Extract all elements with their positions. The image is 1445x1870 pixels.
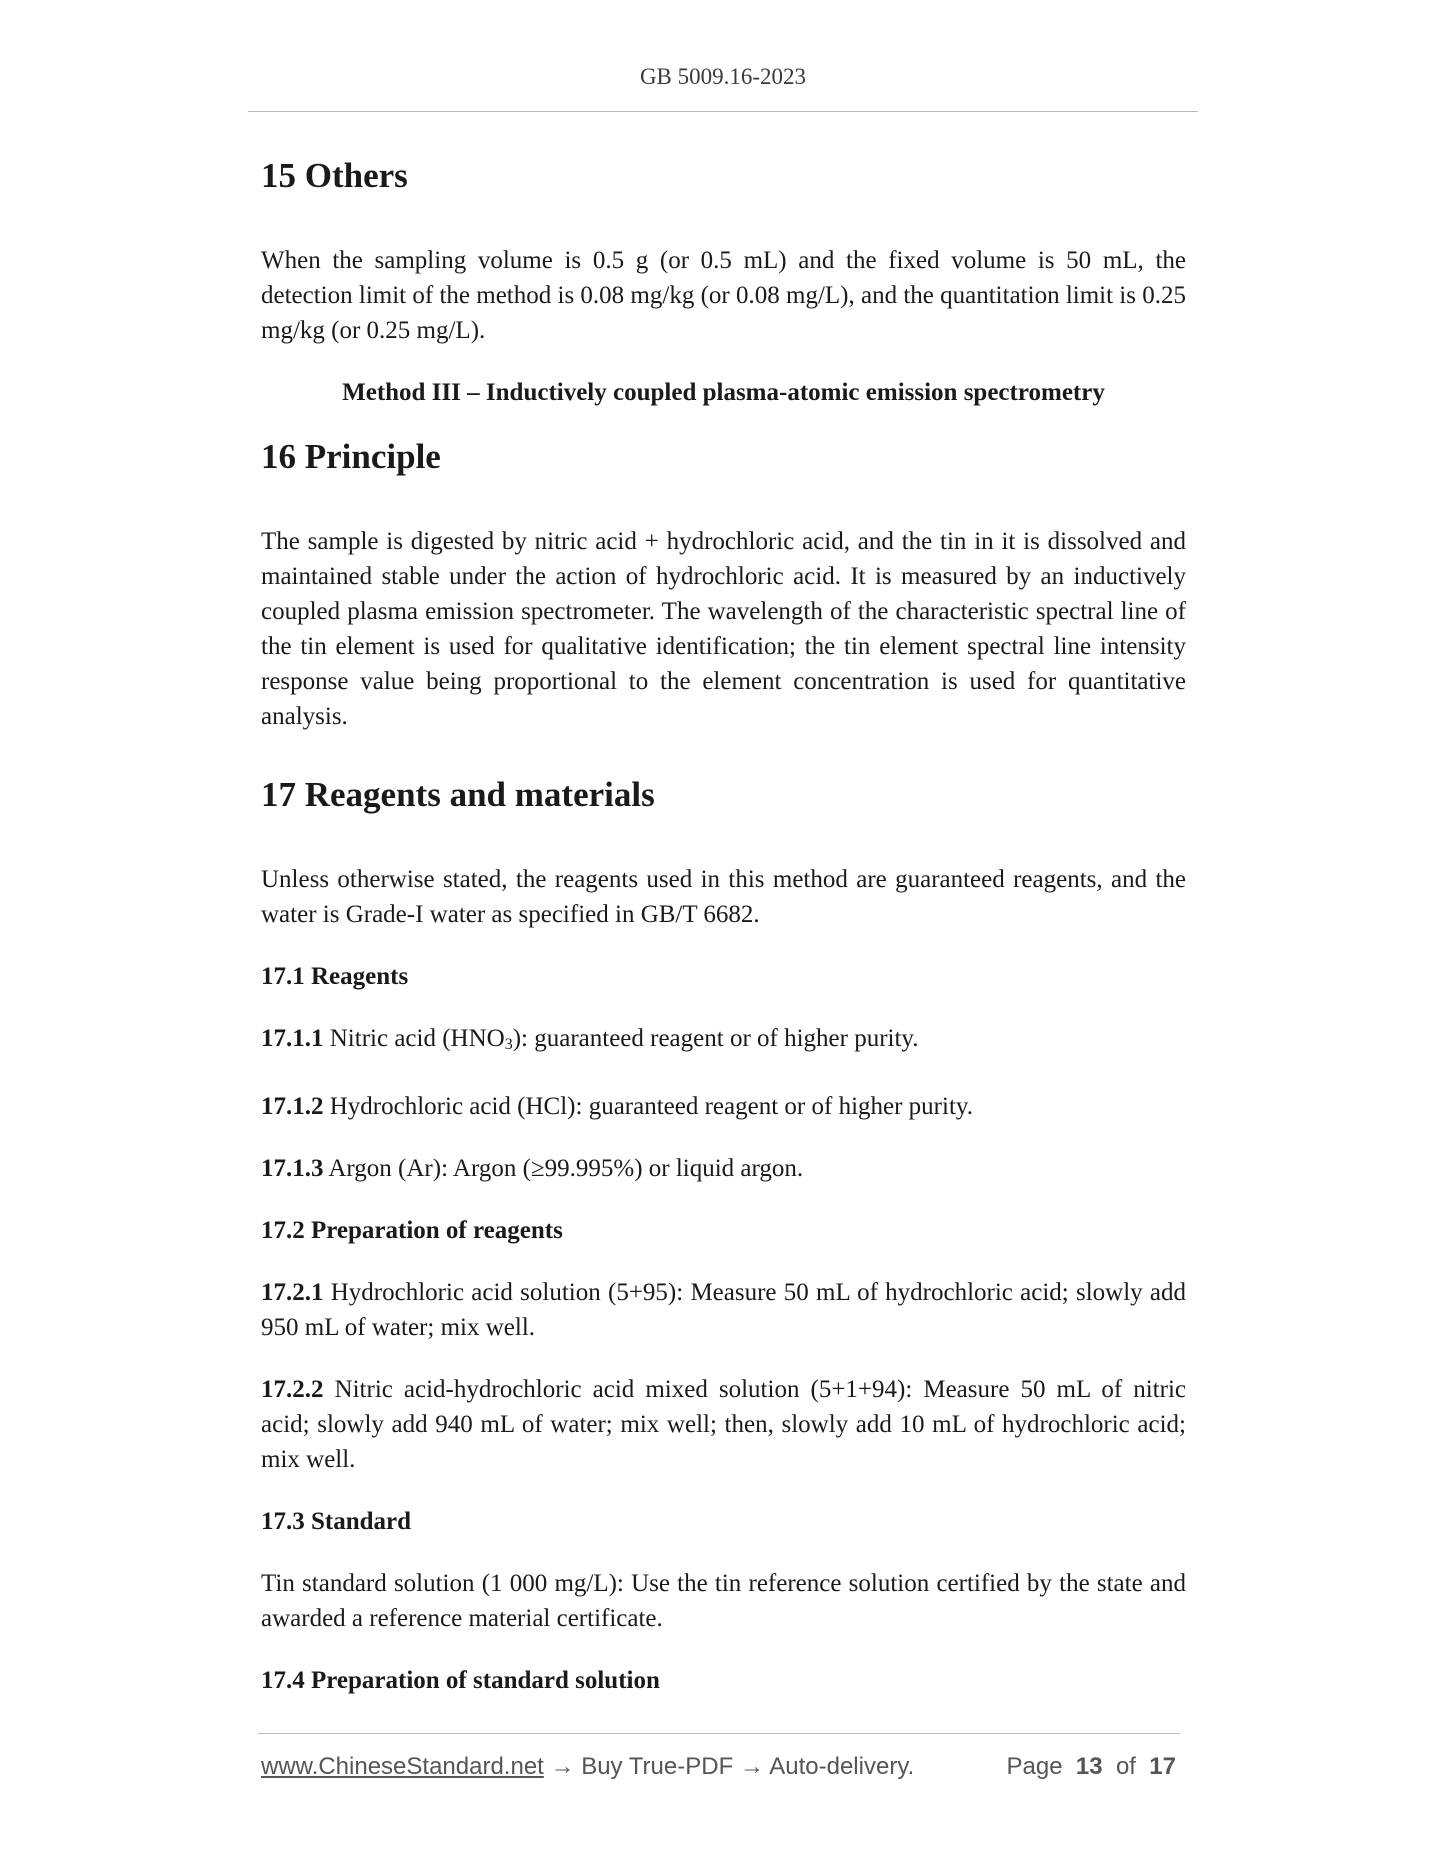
section-15-title: 15 Others <box>261 156 408 195</box>
section-16-title: 16 Principle <box>261 437 441 476</box>
section-17-title: 17 Reagents and materials <box>261 775 655 814</box>
arrow-icon: → <box>543 1753 582 1780</box>
item-number: 17.1.3 <box>261 1155 324 1182</box>
of-label: of <box>1115 1753 1136 1780</box>
section-15-paragraph: When the sampling volume is 0.5 g (or 0.5 mL) and the fixed volume is 50 mL, the detection limit of the method is 0.08 mg/kg (or 0.08 mg/L), and the quantitation limit is 0.25 mg/kg (or 0.25 mg/L). <box>261 247 1186 344</box>
item-text: Argon (Ar): Argon (≥99.995%) or liquid argon. <box>323 1155 804 1182</box>
footer-promo <box>261 1753 914 1781</box>
subsection-17-1-title: 17.1 Reagents <box>261 963 409 990</box>
subscript: 3 <box>504 1036 513 1053</box>
item-17-1-3 <box>261 1151 1186 1186</box>
method-iii-title: Method III – Inductively coupled plasma-atomic emission spectrometry <box>342 379 1105 406</box>
page-content <box>261 155 1186 1698</box>
item-text: Nitric acid (HNO <box>323 1025 505 1052</box>
section-16-paragraph: The sample is digested by nitric acid + hydrochloric acid, and the tin in it is dissolved and maintained stable under the action of hydrochloric acid. It is measured by an inductively coupled plasma emission spectrometer. The wavelength of the characteristic spectral line of the tin element is used for qualitative identification; the tin element spectral line intensity response value being proportional to the element concentration is used for quantitative analysis. <box>261 528 1186 730</box>
auto-delivery-text: Auto-delivery. <box>769 1753 915 1780</box>
item-number: 17.2.1 <box>261 1279 324 1306</box>
item-number: 17.2.2 <box>261 1376 324 1403</box>
document-code-header: GB 5009.16-2023 <box>639 64 807 89</box>
item-text: ): guaranteed reagent or of higher purity. <box>512 1025 919 1052</box>
header-divider <box>248 111 1198 112</box>
item-text: Hydrochloric acid (HCl): guaranteed reagent or of higher purity. <box>323 1093 974 1120</box>
subsection-17-3-paragraph: Tin standard solution (1 000 mg/L): Use the tin reference solution certified by the state and awarded a reference material certificate. <box>261 1570 1186 1632</box>
item-17-2-1 <box>261 1275 1186 1345</box>
page-indicator <box>1006 1753 1176 1781</box>
item-number: 17.1.1 <box>261 1025 324 1052</box>
section-17-paragraph: Unless otherwise stated, the reagents used in this method are guaranteed reagents, and the water is Grade-I water as specified in GB/T 6682. <box>261 866 1186 928</box>
item-17-2-2 <box>261 1372 1186 1477</box>
item-text: Nitric acid-hydrochloric acid mixed solution (5+1+94): Measure 50 mL of nitric acid; slowly add 940 mL of water; mix well; then, slowly add 10 mL of hydrochloric acid; mix well. <box>261 1376 1186 1473</box>
page-label: Page <box>1006 1753 1063 1780</box>
item-number: 17.1.2 <box>261 1093 324 1120</box>
subsection-17-4-title: 17.4 Preparation of standard solution <box>261 1667 660 1694</box>
total-page-count: 17 <box>1149 1753 1176 1780</box>
arrow-icon: → <box>733 1753 770 1780</box>
subsection-17-3-title: 17.3 Standard <box>261 1508 412 1535</box>
footer-divider <box>258 1733 1180 1734</box>
subsection-17-2-title: 17.2 Preparation of reagents <box>261 1217 563 1244</box>
item-text: Hydrochloric acid solution (5+95): Measure 50 mL of hydrochloric acid; slowly add 950 mL of water; mix well. <box>261 1279 1186 1341</box>
website-link[interactable]: www.ChineseStandard.net <box>261 1753 544 1780</box>
current-page-number: 13 <box>1075 1753 1103 1780</box>
item-17-1-2 <box>261 1089 1186 1124</box>
page-footer <box>261 1753 1186 1783</box>
buy-true-pdf-text: Buy True-PDF <box>581 1753 734 1780</box>
item-17-1-1 <box>261 1021 1186 1062</box>
